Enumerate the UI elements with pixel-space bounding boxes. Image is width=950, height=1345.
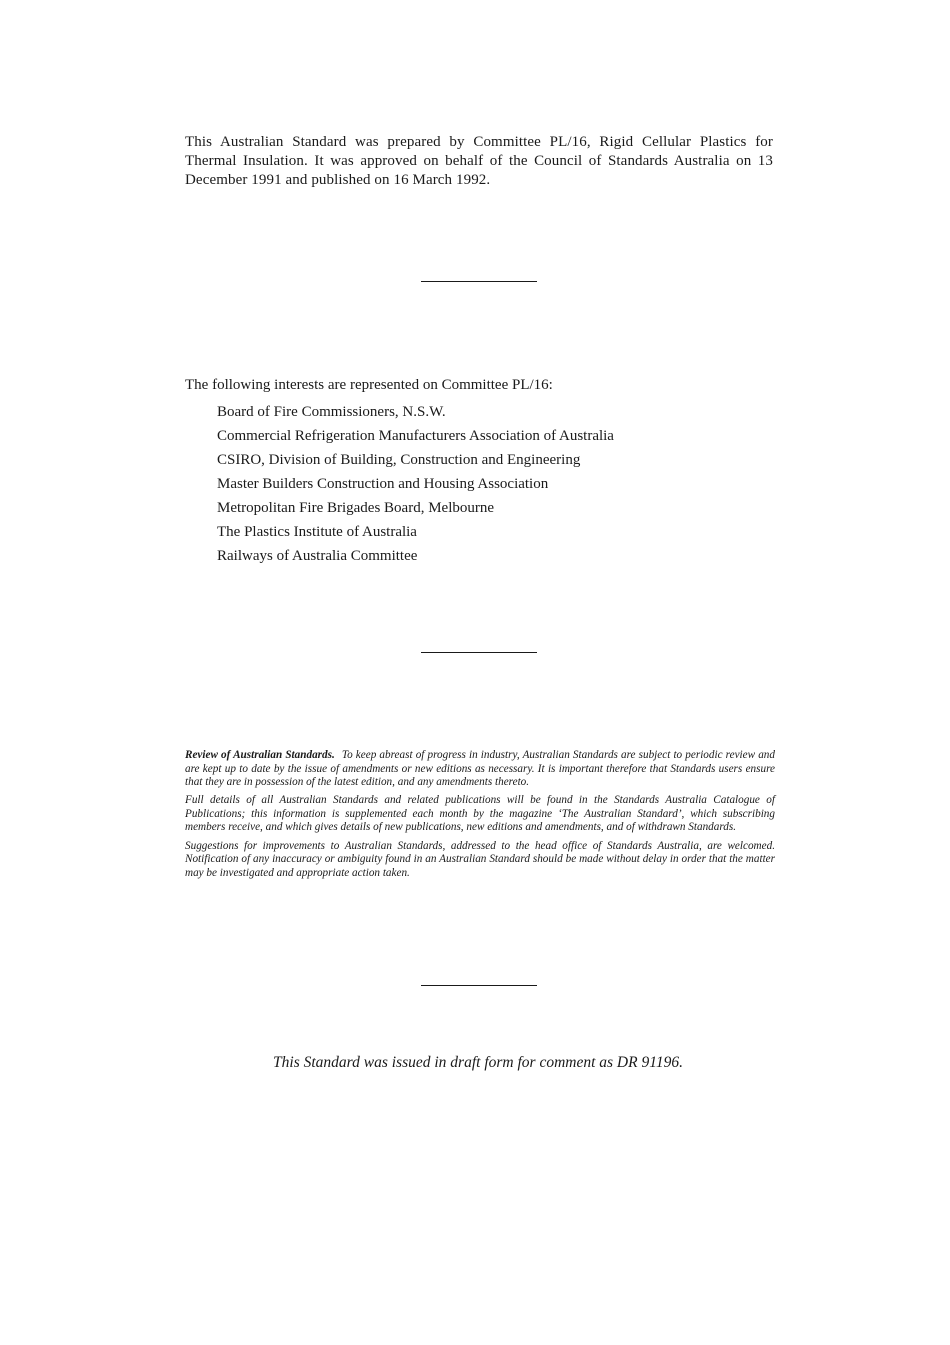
section-divider xyxy=(421,652,537,653)
interest-item: Railways of Australia Committee xyxy=(217,548,418,564)
review-title: Review of Australian Standards. xyxy=(185,749,335,761)
committee-interests xyxy=(185,376,785,568)
review-paragraph-3: Suggestions for improvements to Australian Standards, addressed to the head office of Standards Australia, are welcomed. Notification of any inaccuracy or ambiguity found in an Australian Standard should be made without delay in order that the matter may be investigated and appropriate action taken. xyxy=(185,839,775,879)
interests-intro: The following interests are represented on Committee PL/16: xyxy=(185,377,553,393)
interest-item: CSIRO, Division of Building, Construction and Engineering xyxy=(217,452,581,468)
review-paragraph-1 xyxy=(185,749,775,790)
interest-item: Commercial Refrigeration Manufacturers Association of Australia xyxy=(217,428,614,444)
interest-item: The Plastics Institute of Australia xyxy=(217,524,417,540)
interest-item: Master Builders Construction and Housing Association xyxy=(217,476,549,492)
draft-note: This Standard was issued in draft form for comment as DR 91196. xyxy=(273,1054,683,1071)
prepared-by-paragraph: This Australian Standard was prepared by Committee PL/16, Rigid Cellular Plastics for Thermal Insulation. It was approved on behalf of the Council of Standards Australia on 13 December 1991 and published on 16 March 1992. xyxy=(185,134,773,188)
review-notice xyxy=(185,749,775,885)
interests-list xyxy=(185,400,785,568)
section-divider xyxy=(421,281,537,282)
interest-item: Board of Fire Commissioners, N.S.W. xyxy=(217,404,446,420)
review-paragraph-2: Full details of all Australian Standards and related publications will be found in the Standards Australia Catalogue of Publications; this information is supplemented each month by the magazine ‘The Australian Standard’, which subscribing members receive, and which gives details of new publications, new editions and amendments, and of withdrawn Standards. xyxy=(185,794,775,834)
interest-item: Metropolitan Fire Brigades Board, Melbourne xyxy=(217,500,495,516)
review-text: To keep abreast of progress in industry, Australian Standards are subject to periodic review and are kept up to date by the issue of amendments or new editions as necessary. It is important therefore that Standards users ensure that they are in possession of the latest edition, and any amendments thereto. xyxy=(185,749,775,789)
section-divider xyxy=(421,985,537,986)
